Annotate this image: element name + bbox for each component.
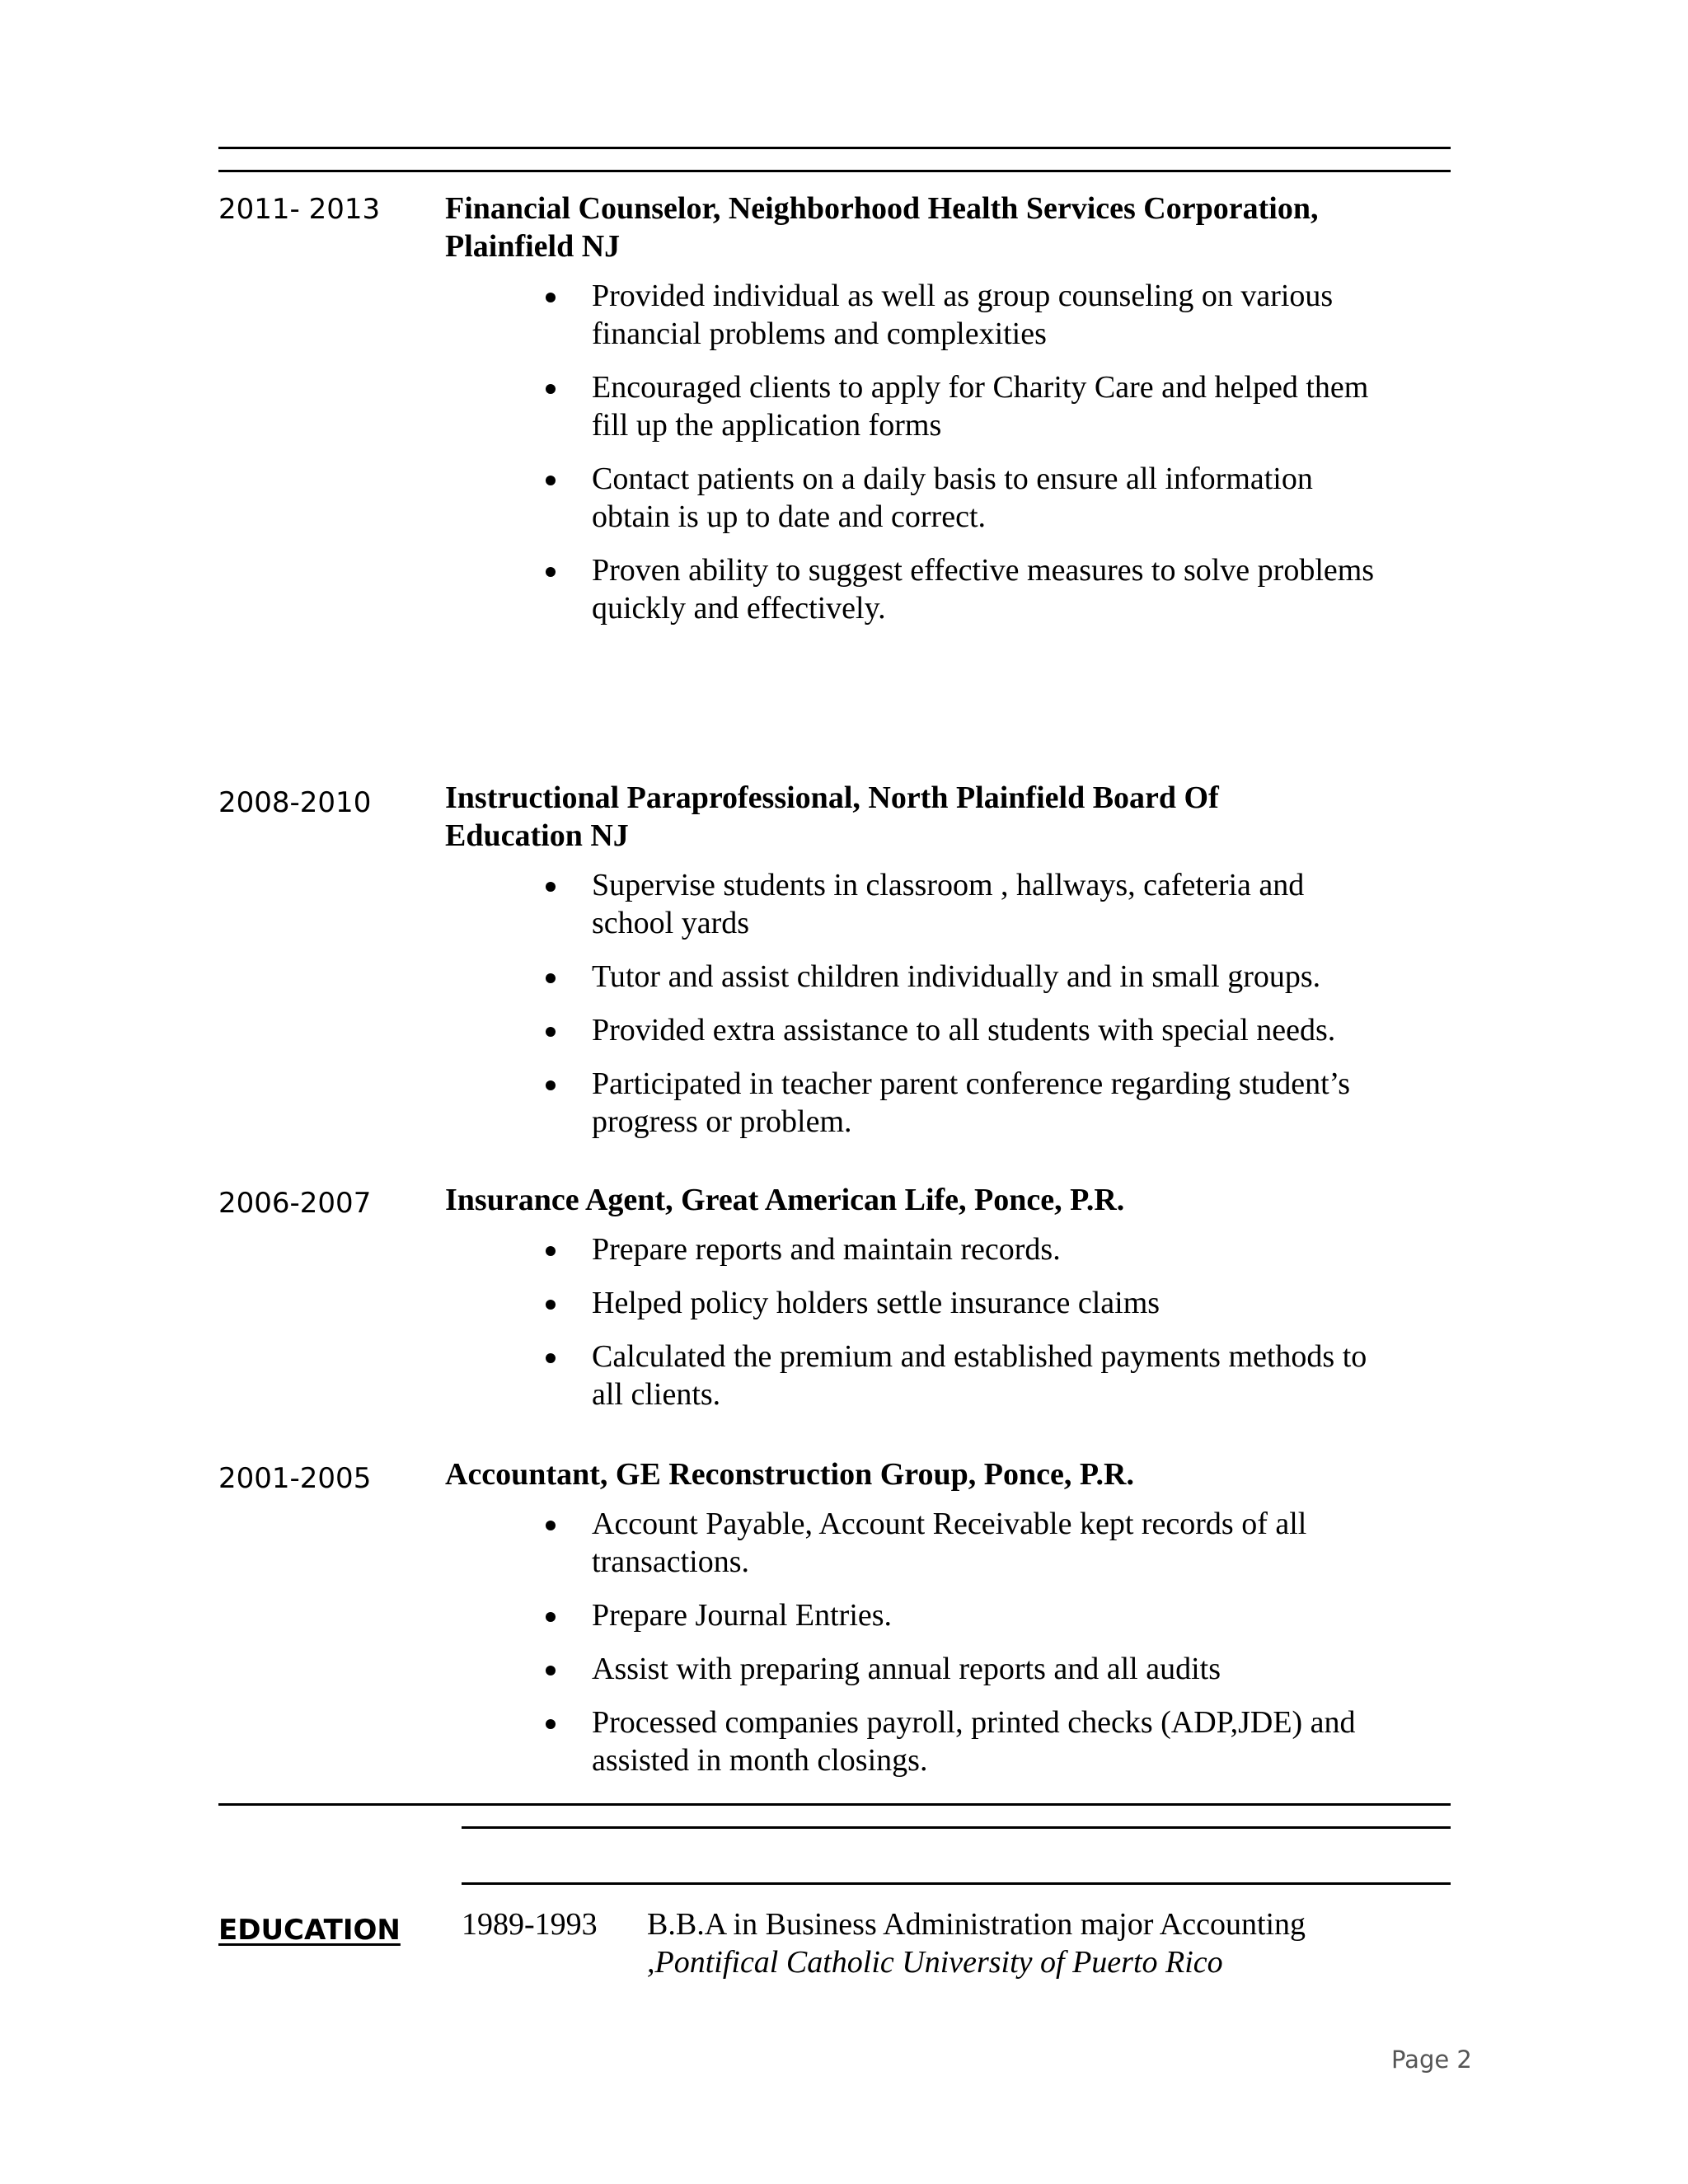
list-item: Tutor and assist children individually and in small groups.: [592, 958, 1409, 996]
list-item: Supervise students in classroom , hallways, cafeteria and school yards: [592, 866, 1409, 942]
bullet-icon: [546, 1666, 556, 1675]
list-item: Calculated the premium and established payments methods to all clients.: [592, 1338, 1409, 1413]
bullet-icon: [546, 973, 556, 983]
bullet-icon: [546, 1521, 556, 1530]
bullet-icon: [546, 384, 556, 394]
list-item: Assist with preparing annual reports and all audits: [592, 1650, 1409, 1688]
divider-bottom-1: [218, 1803, 1451, 1806]
job-entry: [445, 190, 1409, 643]
divider-bottom-2: [462, 1826, 1451, 1829]
job-dates: 2011- 2013: [218, 193, 381, 226]
bullet-icon: [546, 1027, 556, 1037]
job-duties-list: [445, 1505, 1409, 1779]
job-dates: 2001-2005: [218, 1462, 372, 1495]
list-item: Encouraged clients to apply for Charity Care and helped them fill up the application forms: [592, 368, 1409, 444]
bullet-icon: [546, 476, 556, 485]
list-item: Provided extra assistance to all students with special needs.: [592, 1011, 1409, 1049]
list-item: Proven ability to suggest effective measures to solve problems quickly and effectively.: [592, 551, 1409, 627]
bullet-icon: [546, 1612, 556, 1622]
divider-bottom-3: [462, 1882, 1451, 1885]
bullet-icon: [546, 1246, 556, 1256]
bullet-icon: [546, 1080, 556, 1090]
bullet-icon: [546, 882, 556, 892]
list-item: Prepare Journal Entries.: [592, 1596, 1409, 1634]
education-entry: [647, 1905, 1455, 1981]
bullet-icon: [546, 1300, 556, 1310]
divider-top-1: [218, 147, 1451, 149]
job-entry: [445, 1181, 1409, 1429]
page-number: Page 2: [1391, 2046, 1472, 2074]
list-item: Helped policy holders settle insurance claims: [592, 1284, 1409, 1322]
list-item: Account Payable, Account Receivable kept records of all transactions.: [592, 1505, 1409, 1581]
list-item: Processed companies payroll, printed checks (ADP,JDE) and assisted in month closings.: [592, 1704, 1409, 1779]
job-title: Instructional Paraprofessional, North Plainfield Board Of Education NJ: [445, 780, 1219, 853]
divider-top-2: [218, 170, 1451, 172]
education-heading: EDUCATION: [218, 1914, 401, 1947]
education-school: ,Pontifical Catholic University of Puerto Rico: [647, 1945, 1223, 1980]
job-title: Financial Counselor, Neighborhood Health Services Corporation, Plainfield NJ: [445, 191, 1319, 264]
bullet-icon: [546, 293, 556, 302]
job-dates: 2008-2010: [218, 786, 372, 819]
list-item: Prepare reports and maintain records.: [592, 1230, 1409, 1268]
job-title: Accountant, GE Reconstruction Group, Ponce, P.R.: [445, 1457, 1134, 1492]
list-item: Participated in teacher parent conference regarding student’s progress or problem.: [592, 1065, 1409, 1141]
bullet-icon: [546, 567, 556, 577]
job-entry: [445, 1455, 1409, 1795]
job-duties-list: [445, 277, 1409, 627]
job-dates: 2006-2007: [218, 1187, 372, 1220]
job-duties-list: [445, 1230, 1409, 1413]
list-item: Provided individual as well as group counseling on various financial problems and complexities: [592, 277, 1409, 353]
job-duties-list: [445, 866, 1409, 1141]
job-entry: [445, 779, 1409, 1156]
job-title: Insurance Agent, Great American Life, Ponce, P.R.: [445, 1183, 1125, 1217]
bullet-icon: [546, 1719, 556, 1729]
list-item: Contact patients on a daily basis to ensure all information obtain is up to date and correct.: [592, 460, 1409, 536]
education-years: 1989-1993: [462, 1907, 598, 1942]
bullet-icon: [546, 1353, 556, 1363]
education-degree: B.B.A in Business Administration major Accounting: [647, 1907, 1306, 1942]
